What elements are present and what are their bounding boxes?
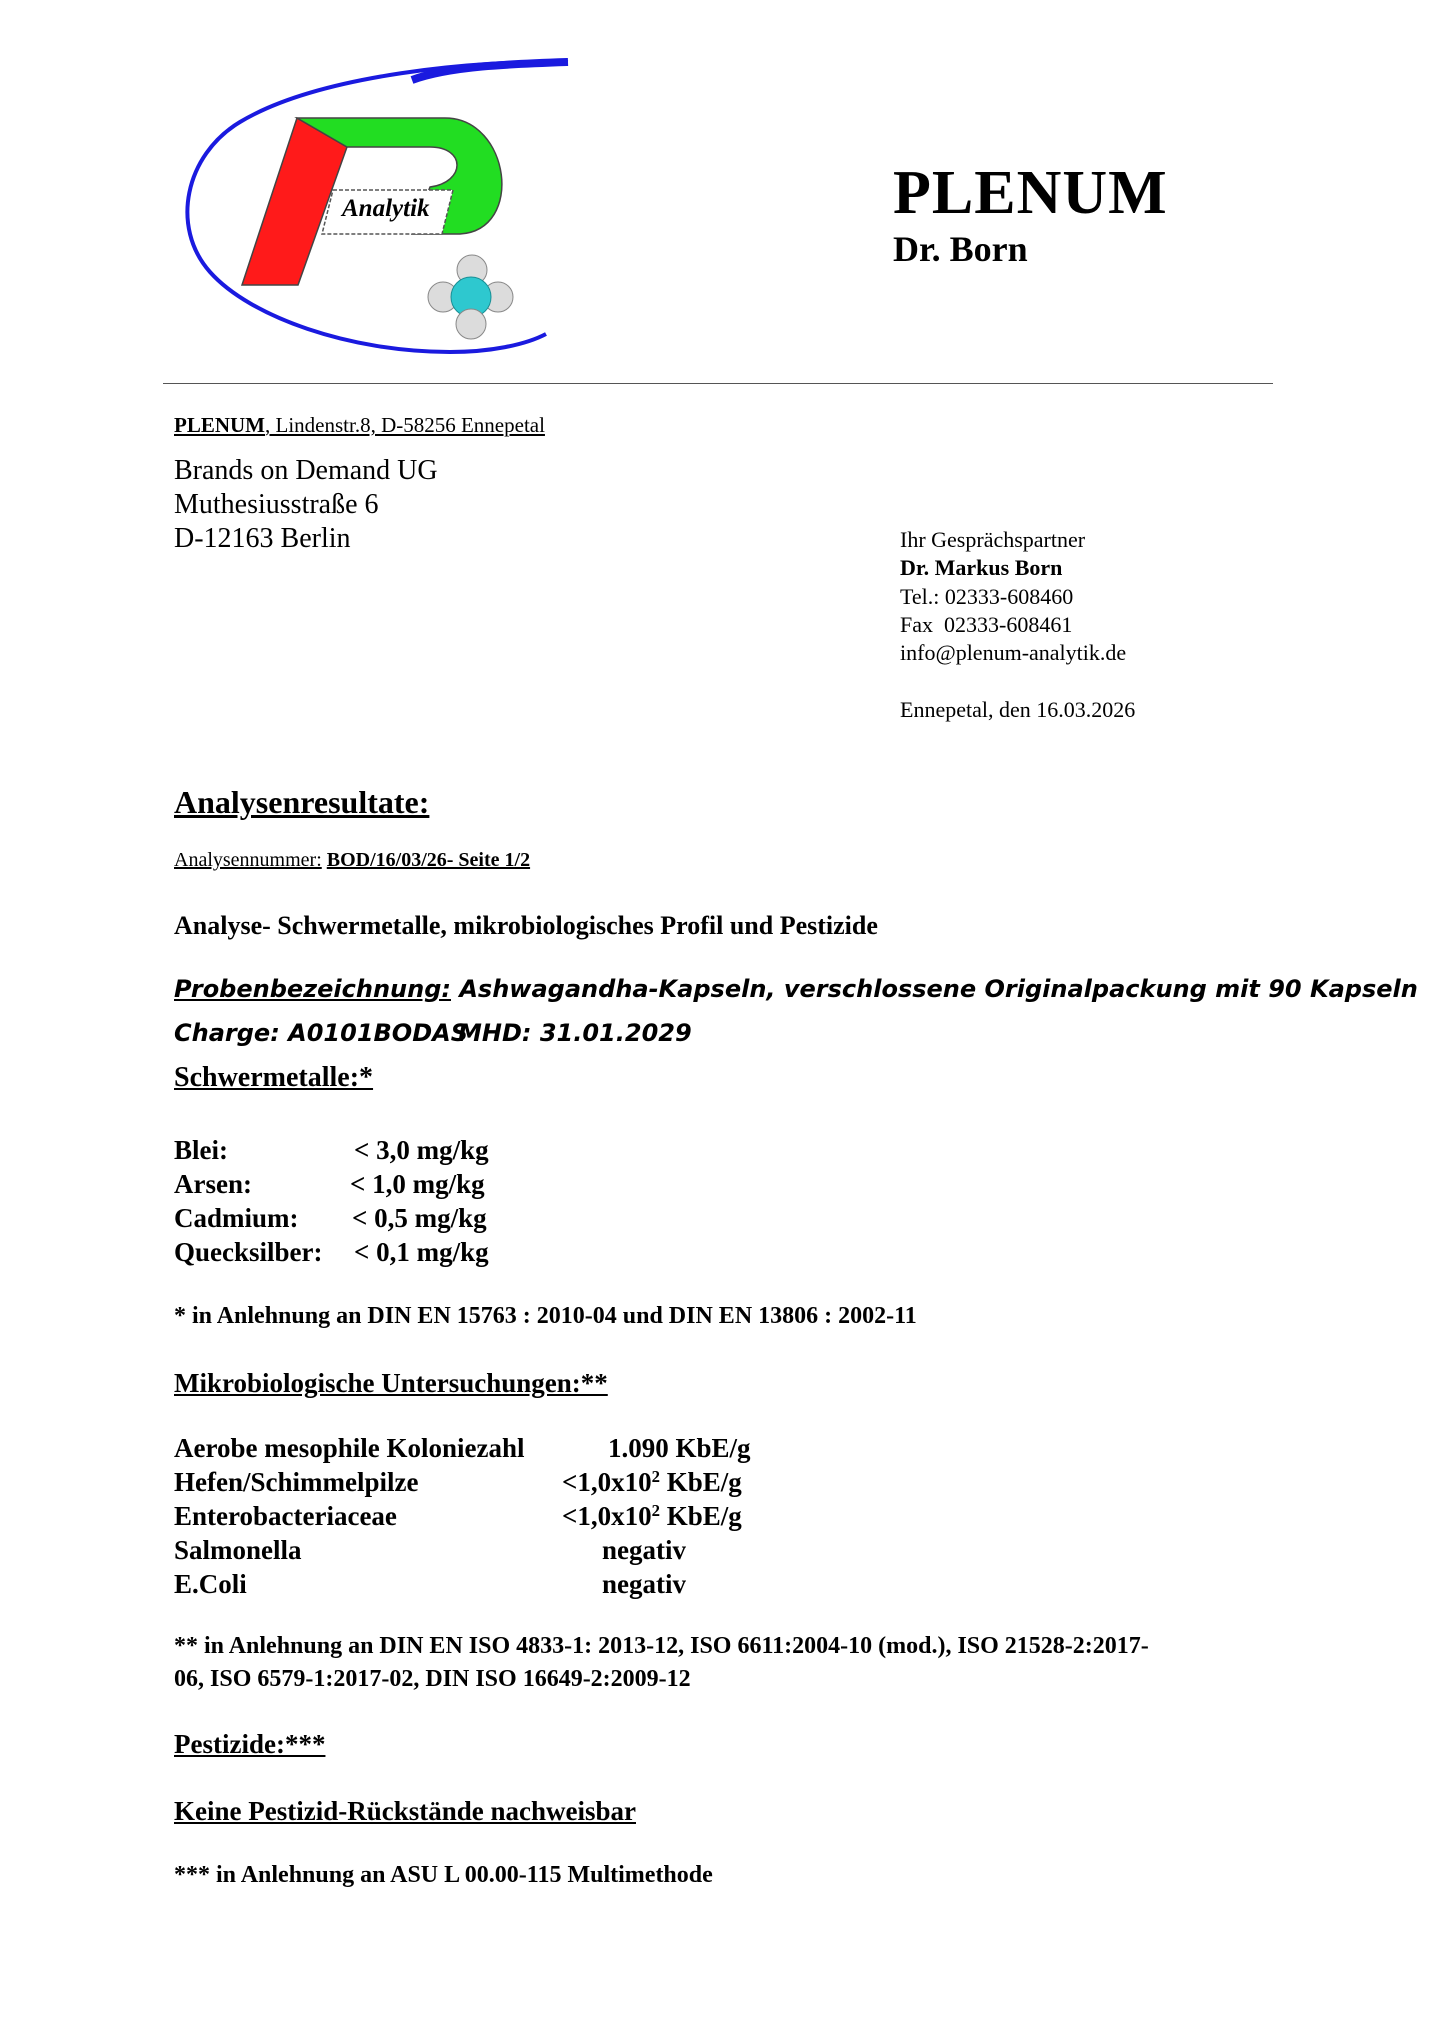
pesticides-footnote: *** in Anlehnung an ASU L 00.00-115 Multimethode xyxy=(174,1862,713,1888)
analysis-heading: Analyse- Schwermetalle, mikrobiologisches Profil und Pestizide xyxy=(174,911,878,940)
micro-name: Hefen/Schimmelpilze xyxy=(174,1467,419,1497)
analysis-number-value: BOD/16/03/26- Seite 1/2 xyxy=(326,849,531,871)
micro-name: Aerobe mesophile Koloniezahl xyxy=(174,1433,525,1463)
recipient-line-1: Brands on Demand UG xyxy=(174,455,438,486)
molecule-icon xyxy=(428,255,513,339)
metal-name: Arsen: xyxy=(174,1169,252,1199)
company-logo xyxy=(180,52,580,362)
micro-row xyxy=(174,1569,686,1600)
sender-address: , Lindenstr.8, D-58256 Ennepetal xyxy=(265,413,545,437)
sender-name: PLENUM xyxy=(174,413,265,437)
logo-text: Analytik xyxy=(342,195,430,222)
metal-name: Quecksilber: xyxy=(174,1237,323,1267)
microbiology-heading: Mikrobiologische Untersuchungen:** xyxy=(174,1368,608,1398)
micro-value: negativ xyxy=(602,1569,686,1599)
company-subtitle: Dr. Born xyxy=(893,229,1028,269)
micro-row xyxy=(174,1433,751,1464)
contact-label: Ihr Gesprächspartner xyxy=(900,527,1086,552)
metal-value: < 0,1 mg/kg xyxy=(354,1237,489,1267)
sample-charge: Charge: A0101BODAS xyxy=(174,1019,468,1047)
micro-value: $<1,0x10^2$ KbE/g xyxy=(562,1467,742,1498)
metal-value: < 3,0 mg/kg xyxy=(354,1135,489,1165)
metal-value: < 1,0 mg/kg xyxy=(350,1169,485,1199)
contact-tel: Tel.: 02333-608460 xyxy=(900,584,1074,609)
micro-row xyxy=(174,1467,742,1498)
pesticides-heading: Pestizide:*** xyxy=(174,1729,326,1759)
recipient-line-3: D-12163 Berlin xyxy=(174,523,351,554)
micro-row xyxy=(174,1501,742,1532)
metal-name: Blei: xyxy=(174,1135,228,1165)
metal-name: Cadmium: xyxy=(174,1203,299,1233)
heavy-metals-heading: Schwermetalle:* xyxy=(174,1062,374,1093)
metal-value: < 0,5 mg/kg xyxy=(352,1203,487,1233)
header-divider xyxy=(163,383,1273,384)
pesticides-result: Keine Pestizid-Rückstände nachweisbar xyxy=(174,1796,636,1826)
letter-date: Ennepetal, den 16.03.2026 xyxy=(900,697,1136,722)
page-title: Analysenresultate: xyxy=(174,784,430,820)
recipient-line-2: Muthesiusstraße 6 xyxy=(174,489,379,520)
micro-value: 1.090 KbE/g xyxy=(608,1433,751,1463)
contact-name: Dr. Markus Born xyxy=(900,555,1063,580)
micro-name: Enterobacteriaceae xyxy=(174,1501,397,1531)
metal-row xyxy=(174,1203,487,1234)
metal-row xyxy=(174,1169,485,1200)
sender-line xyxy=(174,413,545,438)
sample-description xyxy=(174,975,1418,1003)
micro-value: $<1,0x10^2$ KbE/g xyxy=(562,1501,742,1532)
analysis-number xyxy=(174,849,530,872)
sample-mhd: MHD: 31.01.2029 xyxy=(458,1019,692,1047)
contact-fax: Fax 02333-608461 xyxy=(900,612,1073,637)
company-name: PLENUM xyxy=(893,159,1168,227)
metal-row xyxy=(174,1135,489,1166)
contact-email: info@plenum-analytik.de xyxy=(900,640,1127,665)
micro-value: negativ xyxy=(602,1535,686,1565)
sample-label: Probenbezeichnung: xyxy=(174,975,451,1003)
microbiology-footnote-1: ** in Anlehnung an DIN EN ISO 4833-1: 2013-12, ISO 6611:2004-10 (mod.), ISO 21528-2:2017- xyxy=(174,1633,1149,1659)
metal-row xyxy=(174,1237,489,1268)
analysis-number-label: Analysennummer: xyxy=(174,849,322,871)
sample-value: Ashwagandha-Kapseln, verschlossene Originalpackung mit 90 Kapseln xyxy=(459,975,1418,1003)
micro-row xyxy=(174,1535,686,1566)
micro-name: E.Coli xyxy=(174,1569,247,1599)
heavy-metals-footnote: * in Anlehnung an DIN EN 15763 : 2010-04 und DIN EN 13806 : 2002-11 xyxy=(174,1303,917,1329)
micro-name: Salmonella xyxy=(174,1535,302,1565)
microbiology-footnote-2: 06, ISO 6579-1:2017-02, DIN ISO 16649-2:2009-12 xyxy=(174,1666,691,1692)
